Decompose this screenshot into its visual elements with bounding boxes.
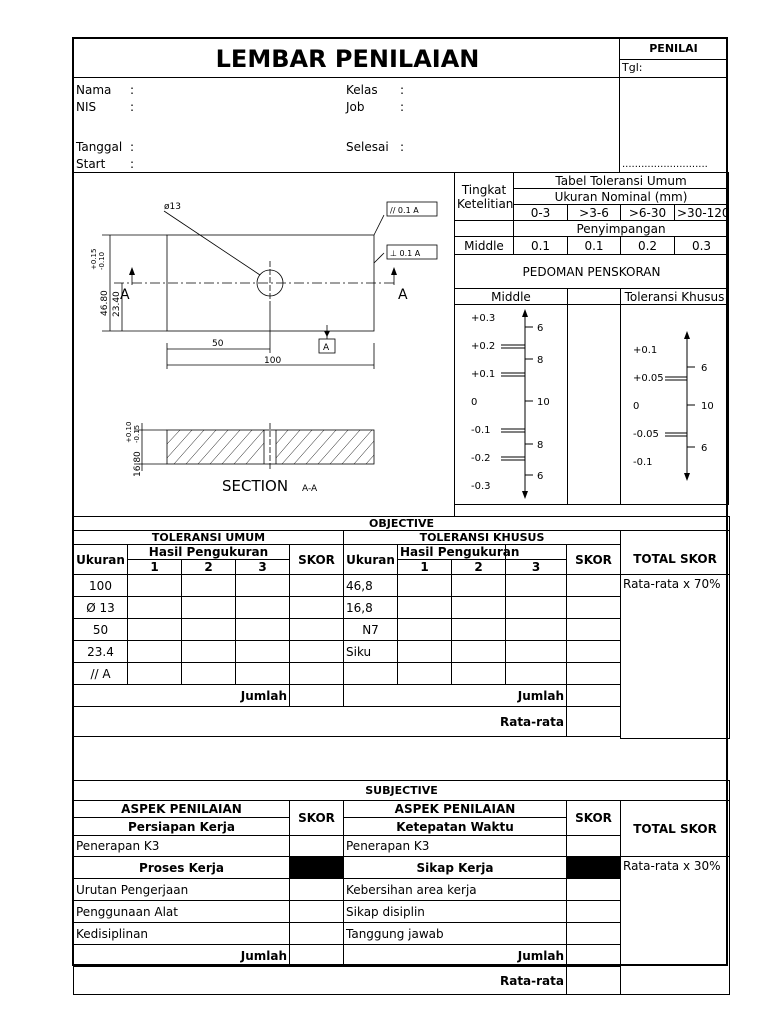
nis-label: NIS [76, 100, 97, 114]
datum-box-label: A [323, 343, 330, 353]
range-0: 0-3 [514, 205, 568, 221]
umum-result-cell[interactable] [128, 619, 182, 641]
scoring-middle-header: Middle [455, 289, 568, 305]
khusus-result-cell[interactable] [506, 641, 567, 663]
ketepatan-label: Ketepatan Waktu [344, 818, 567, 836]
middle-level-4: -0.1 [471, 425, 491, 436]
middle-score-0: 6 [537, 323, 544, 334]
khusus-skor-cell[interactable] [567, 597, 621, 619]
subj-jumlah-right-label: Jumlah [344, 945, 567, 967]
nama-label: Nama [76, 83, 112, 97]
umum-result-cell[interactable] [236, 597, 290, 619]
umum-skor-cell[interactable] [290, 619, 344, 641]
khusus-result-cell[interactable] [452, 597, 506, 619]
proses-skor[interactable] [290, 901, 344, 923]
sikap-item-1: Sikap disiplin [344, 901, 567, 923]
tolerance-table-title: Tabel Toleransi Umum [514, 173, 729, 189]
job-label: Job [346, 100, 365, 114]
perp-tolerance-box: ⊥ 0.1 A [390, 249, 421, 258]
middle-score-3: 8 [537, 440, 544, 451]
umum-skor-cell[interactable] [290, 641, 344, 663]
umum-col-3: 3 [236, 560, 290, 575]
scoring-khusus-header: Toleransi Khusus [621, 289, 729, 305]
tanggal-label: Tanggal [76, 140, 123, 154]
khusus-result-cell[interactable] [452, 575, 506, 597]
umum-result-cell[interactable] [128, 575, 182, 597]
section-outline [167, 430, 374, 464]
sikap-item-0: Kebersihan area kerja [344, 879, 567, 901]
umum-ukuran-0: 100 [74, 575, 128, 597]
section-sub: A-A [302, 484, 318, 494]
dim-height: 46.80 [100, 290, 110, 316]
tol-value-3: 0.3 [675, 237, 729, 255]
middle-score-4: 6 [537, 471, 544, 482]
khusus-result-cell[interactable] [398, 575, 452, 597]
umum-skor-cell[interactable] [290, 597, 344, 619]
middle-level-1: +0.2 [471, 341, 496, 352]
assessment-sheet [72, 37, 730, 988]
selesai-colon: : [400, 140, 405, 154]
subj-rata-label: Rata-rata [74, 967, 567, 995]
table-row [74, 575, 730, 597]
tingkat-label: Tingkat [461, 182, 507, 197]
penyimpangan-label: Penyimpangan [514, 221, 729, 237]
khusus-scale [621, 305, 727, 503]
subj-rata-value[interactable] [567, 967, 621, 995]
subjective-skor-left: SKOR [290, 801, 344, 836]
objective-total-note: Rata-rata x 70% [621, 575, 730, 739]
proses-skor[interactable] [290, 923, 344, 945]
objective-title: OBJECTIVE [74, 517, 730, 531]
range-1: >3-6 [568, 205, 621, 221]
khusus-score-1: 10 [701, 401, 714, 412]
dim-thickness: 16.80 [133, 451, 143, 477]
umum-ukuran-2: 50 [74, 619, 128, 641]
section-label: SECTION [222, 477, 289, 495]
umum-result-cell[interactable] [236, 663, 290, 685]
umum-ukuran-3: 23.4 [74, 641, 128, 663]
subj-jumlah-left-value[interactable] [290, 945, 344, 967]
proses-black-cell [290, 857, 344, 879]
middle-scale-cell [455, 305, 568, 505]
selesai-label: Selesai [346, 140, 389, 154]
khusus-score-2: 6 [701, 443, 708, 454]
umum-result-cell[interactable] [128, 641, 182, 663]
khusus-level-3: -0.05 [633, 429, 659, 440]
objective-table [73, 516, 730, 739]
proses-item-1: Penggunaan Alat [74, 901, 290, 923]
khusus-level-1: +0.05 [633, 373, 664, 384]
sikap-label: Sikap Kerja [344, 857, 567, 879]
nominal-label: Ukuran Nominal (mm) [514, 189, 729, 205]
dim-thickness-tol-bot: -0.15 [133, 424, 141, 443]
subjective-total-note: Rata-rata x 30% [621, 857, 730, 995]
start-label: Start [76, 157, 106, 171]
umum-ukuran-4: // A [74, 663, 128, 685]
khusus-result-cell[interactable] [452, 641, 506, 663]
ketelitian-label: Ketelitian [457, 196, 514, 211]
umum-skor-cell[interactable] [290, 663, 344, 685]
umum-result-cell[interactable] [128, 597, 182, 619]
umum-skor-cell[interactable] [290, 575, 344, 597]
title-cell [73, 38, 620, 78]
subjective-skor-right: SKOR [567, 801, 621, 836]
subjective-table [73, 780, 730, 995]
signature-dots: ........................... [622, 159, 708, 170]
khusus-result-cell[interactable] [398, 619, 452, 641]
khusus-result-cell[interactable] [506, 619, 567, 641]
sikap-skor[interactable] [567, 901, 621, 923]
khusus-rata-label: Rata-rata [74, 707, 567, 737]
k3-right-skor[interactable] [567, 836, 621, 857]
khusus-header: TOLERANSI KHUSUS [344, 531, 621, 545]
middle-score-2: 10 [537, 397, 550, 408]
subj-jumlah-left-label: Jumlah [74, 945, 290, 967]
khusus-skor-cell[interactable] [567, 575, 621, 597]
khusus-result-cell[interactable] [506, 575, 567, 597]
dim-half: 23.40 [112, 291, 122, 317]
section-mark-left: A [120, 287, 130, 303]
identity-block [73, 77, 620, 173]
umum-result-cell[interactable] [128, 663, 182, 685]
sikap-item-2: Tanggung jawab [344, 923, 567, 945]
tingkat-cell [455, 173, 514, 221]
middle-scale [455, 305, 567, 503]
khusus-ukuran-1: 16,8 [344, 597, 398, 619]
k3-right: Penerapan K3 [344, 836, 567, 857]
khusus-result-cell[interactable] [506, 597, 567, 619]
tolerance-table [454, 172, 729, 505]
subjective-title: SUBJECTIVE [74, 781, 730, 801]
khusus-result-cell[interactable] [398, 597, 452, 619]
sikap-skor[interactable] [567, 879, 621, 901]
drawing-panel [73, 172, 455, 517]
umum-result-cell[interactable] [182, 597, 236, 619]
umum-result-cell[interactable] [182, 663, 236, 685]
kelas-colon: : [400, 83, 405, 97]
middle-level-0: +0.3 [471, 313, 496, 324]
nis-colon: : [130, 100, 135, 114]
dim-thickness-tol-top: +0.10 [125, 421, 133, 443]
proses-skor[interactable] [290, 879, 344, 901]
scoring-guide-title: PEDOMAN PENSKORAN [455, 255, 729, 289]
penilai-date: Tgl: [622, 61, 643, 74]
persiapan-label: Persiapan Kerja [74, 818, 290, 836]
khusus-rata-value[interactable] [567, 707, 621, 737]
penilai-cell [619, 38, 728, 78]
part-outline [167, 235, 374, 331]
khusus-skor-cell[interactable] [567, 619, 621, 641]
dim-100: 100 [264, 356, 282, 366]
umum-col-2: 2 [182, 560, 236, 575]
umum-jumlah-value[interactable] [290, 685, 344, 707]
job-colon: : [400, 100, 405, 114]
k3-left: Penerapan K3 [74, 836, 290, 857]
dim-height-tol-top: +0.15 [90, 248, 98, 270]
k3-left-skor[interactable] [290, 836, 344, 857]
technical-drawing [74, 173, 454, 516]
umum-result-cell[interactable] [182, 619, 236, 641]
signature-cell [619, 77, 728, 173]
khusus-level-0: +0.1 [633, 345, 658, 356]
khusus-ukuran-0: 46,8 [344, 575, 398, 597]
tol-value-0: 0.1 [514, 237, 568, 255]
khusus-scale-cell [621, 305, 729, 505]
khusus-skor-cell[interactable] [567, 641, 621, 663]
middle-level-6: -0.3 [471, 481, 491, 492]
umum-result-cell[interactable] [236, 619, 290, 641]
start-colon: : [130, 157, 135, 171]
sikap-black-cell [567, 857, 621, 879]
tanggal-colon: : [130, 140, 135, 154]
nama-colon: : [130, 83, 135, 97]
middle-score-1: 8 [537, 355, 544, 366]
khusus-result-cell[interactable] [398, 641, 452, 663]
middle-level-3: 0 [471, 397, 478, 408]
khusus-ukuran-header: Ukuran [344, 545, 398, 575]
tol-value-1: 0.1 [568, 237, 621, 255]
khusus-ukuran-3: Siku [344, 641, 398, 663]
khusus-hasil-header: Hasil Pengukuran [398, 545, 506, 560]
khusus-jumlah-label: Jumlah [344, 685, 567, 707]
tol-value-2: 0.2 [621, 237, 675, 255]
umum-hasil-header: Hasil Pengukuran [128, 545, 290, 560]
khusus-jumlah-value[interactable] [567, 685, 621, 707]
khusus-ukuran-2: N7 [344, 619, 398, 641]
middle-row-label: Middle [455, 237, 514, 255]
umum-ukuran-header: Ukuran [74, 545, 128, 575]
section-mark-right: A [398, 287, 408, 303]
middle-level-2: +0.1 [471, 369, 496, 380]
umum-jumlah-label: Jumlah [74, 685, 290, 707]
khusus-col-2: 2 [452, 560, 506, 575]
aspek-header-left: ASPEK PENILAIAN [74, 801, 290, 818]
parallel-tolerance-box: // 0.1 A [390, 206, 419, 215]
khusus-skor-header: SKOR [567, 545, 621, 575]
khusus-level-4: -0.1 [633, 457, 653, 468]
umum-skor-header: SKOR [290, 545, 344, 575]
umum-result-cell[interactable] [182, 575, 236, 597]
penilai-label: PENILAI [649, 42, 698, 55]
subj-jumlah-right-value[interactable] [567, 945, 621, 967]
umum-ukuran-1: Ø 13 [74, 597, 128, 619]
page-title: LEMBAR PENILAIAN [215, 45, 480, 73]
objective-total-header: TOTAL SKOR [621, 545, 730, 575]
subjective-total-header: TOTAL SKOR [621, 801, 730, 857]
khusus-col-1: 1 [398, 560, 452, 575]
dim-hole: ø13 [164, 202, 181, 212]
khusus-score-0: 6 [701, 363, 708, 374]
proses-label: Proses Kerja [74, 857, 290, 879]
khusus-col-3: 3 [506, 560, 567, 575]
umum-header: TOLERANSI UMUM [74, 531, 344, 545]
khusus-result-cell[interactable] [452, 619, 506, 641]
umum-result-cell[interactable] [182, 641, 236, 663]
umum-result-cell[interactable] [236, 641, 290, 663]
range-3: >30-120 [675, 205, 729, 221]
proses-item-0: Urutan Pengerjaan [74, 879, 290, 901]
sikap-skor[interactable] [567, 923, 621, 945]
umum-col-1: 1 [128, 560, 182, 575]
dim-50: 50 [212, 339, 224, 349]
proses-item-2: Kedisiplinan [74, 923, 290, 945]
kelas-label: Kelas [346, 83, 378, 97]
range-2: >6-30 [621, 205, 675, 221]
umum-result-cell[interactable] [236, 575, 290, 597]
khusus-level-2: 0 [633, 401, 640, 412]
dim-height-tol-bot: -0.10 [98, 251, 106, 270]
aspek-header-right: ASPEK PENILAIAN [344, 801, 567, 818]
middle-level-5: -0.2 [471, 453, 491, 464]
